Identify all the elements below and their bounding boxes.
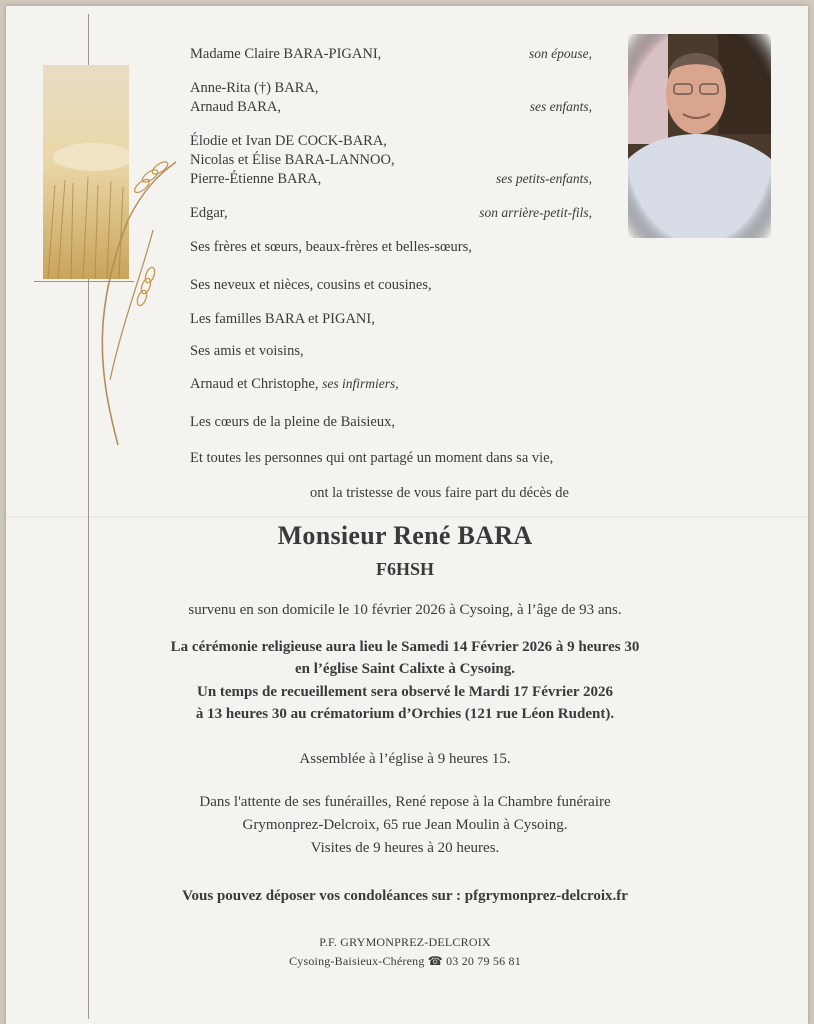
relation-label: ses petits-enfants, — [496, 171, 592, 186]
rest-line: Grymonprez-Delcroix, 65 rue Jean Moulin à Cysoing. — [242, 817, 568, 833]
ceremony-line: à 13 heures 30 au crématorium d’Orchies (121 rue Léon Rudent). — [195, 706, 615, 722]
other-mourners-line: Et toutes les personnes qui ont partagé un moment dans sa vie, — [190, 450, 554, 466]
ceremony-line: Un temps de recueillement sera observé le Mardi 17 Février 2026 — [196, 684, 613, 700]
relation-label: son arrière-petit-fils, — [479, 205, 592, 220]
nurses-line — [190, 376, 399, 393]
portrait-photo — [628, 34, 771, 238]
condolences-line: Vous pouvez déposer vos condoléances sur : pfgrymonprez-delcroix.fr — [182, 888, 628, 904]
rest-line: Visites de 9 heures à 20 heures. — [310, 840, 500, 856]
other-mourners-line: Ses frères et sœurs, beaux-frères et belles-sœurs, — [190, 239, 472, 255]
family-line: Anne-Rita (†) BARA, — [190, 80, 319, 96]
family-line: Pierre-Étienne BARA, — [190, 171, 322, 187]
deceased-callsign: F6HSH — [375, 559, 434, 579]
announce-line: ont la tristesse de vous faire part du décès de — [310, 485, 569, 501]
family-line: Madame Claire BARA-PIGANI, — [190, 46, 382, 62]
other-mourners-line: Ses amis et voisins, — [190, 343, 304, 359]
other-mourners-line: Ses neveux et nièces, cousins et cousines, — [190, 277, 432, 293]
family-line: Élodie et Ivan DE COCK-BARA, — [190, 133, 387, 149]
card-fold — [6, 516, 808, 519]
other-mourners-line: Les familles BARA et PIGANI, — [190, 311, 375, 327]
funeral-home-name: P.F. GRYMONPREZ-DELCROIX — [319, 935, 491, 949]
nurses-role: ses infirmiers, — [322, 376, 399, 391]
relation-label: ses enfants, — [529, 99, 592, 114]
funeral-home-phone: 03 20 79 56 81 — [446, 954, 521, 968]
death-details: survenu en son domicile le 10 février 2026 à Cysoing, à l’âge de 93 ans. — [188, 602, 622, 618]
family-line: Nicolas et Élise BARA-LANNOO, — [190, 152, 395, 168]
other-mourners-line: Les cœurs de la pleine de Baisieux, — [190, 414, 395, 430]
wheat-stalk-icon — [88, 150, 183, 450]
telephone-icon: ☎ — [427, 954, 443, 968]
assembly-line: Assemblée à l’église à 9 heures 15. — [299, 751, 511, 767]
ceremony-line: en l’église Saint Calixte à Cysoing. — [295, 661, 515, 677]
rest-line: Dans l'attente de ses funérailles, René repose à la Chambre funéraire — [199, 794, 611, 810]
family-line: Arnaud BARA, — [190, 99, 282, 115]
funeral-home-contact — [100, 954, 710, 969]
funeral-home-locations: Cysoing-Baisieux-Chéreng — [289, 954, 425, 968]
family-line: Edgar, — [190, 205, 228, 221]
nurses-names: Arnaud et Christophe, — [190, 376, 319, 392]
relation-label: son épouse, — [529, 46, 592, 61]
deceased-name: Monsieur René BARA — [277, 521, 533, 550]
ceremony-line: La cérémonie religieuse aura lieu le Samedi 14 Février 2026 à 9 heures 30 — [170, 639, 640, 655]
